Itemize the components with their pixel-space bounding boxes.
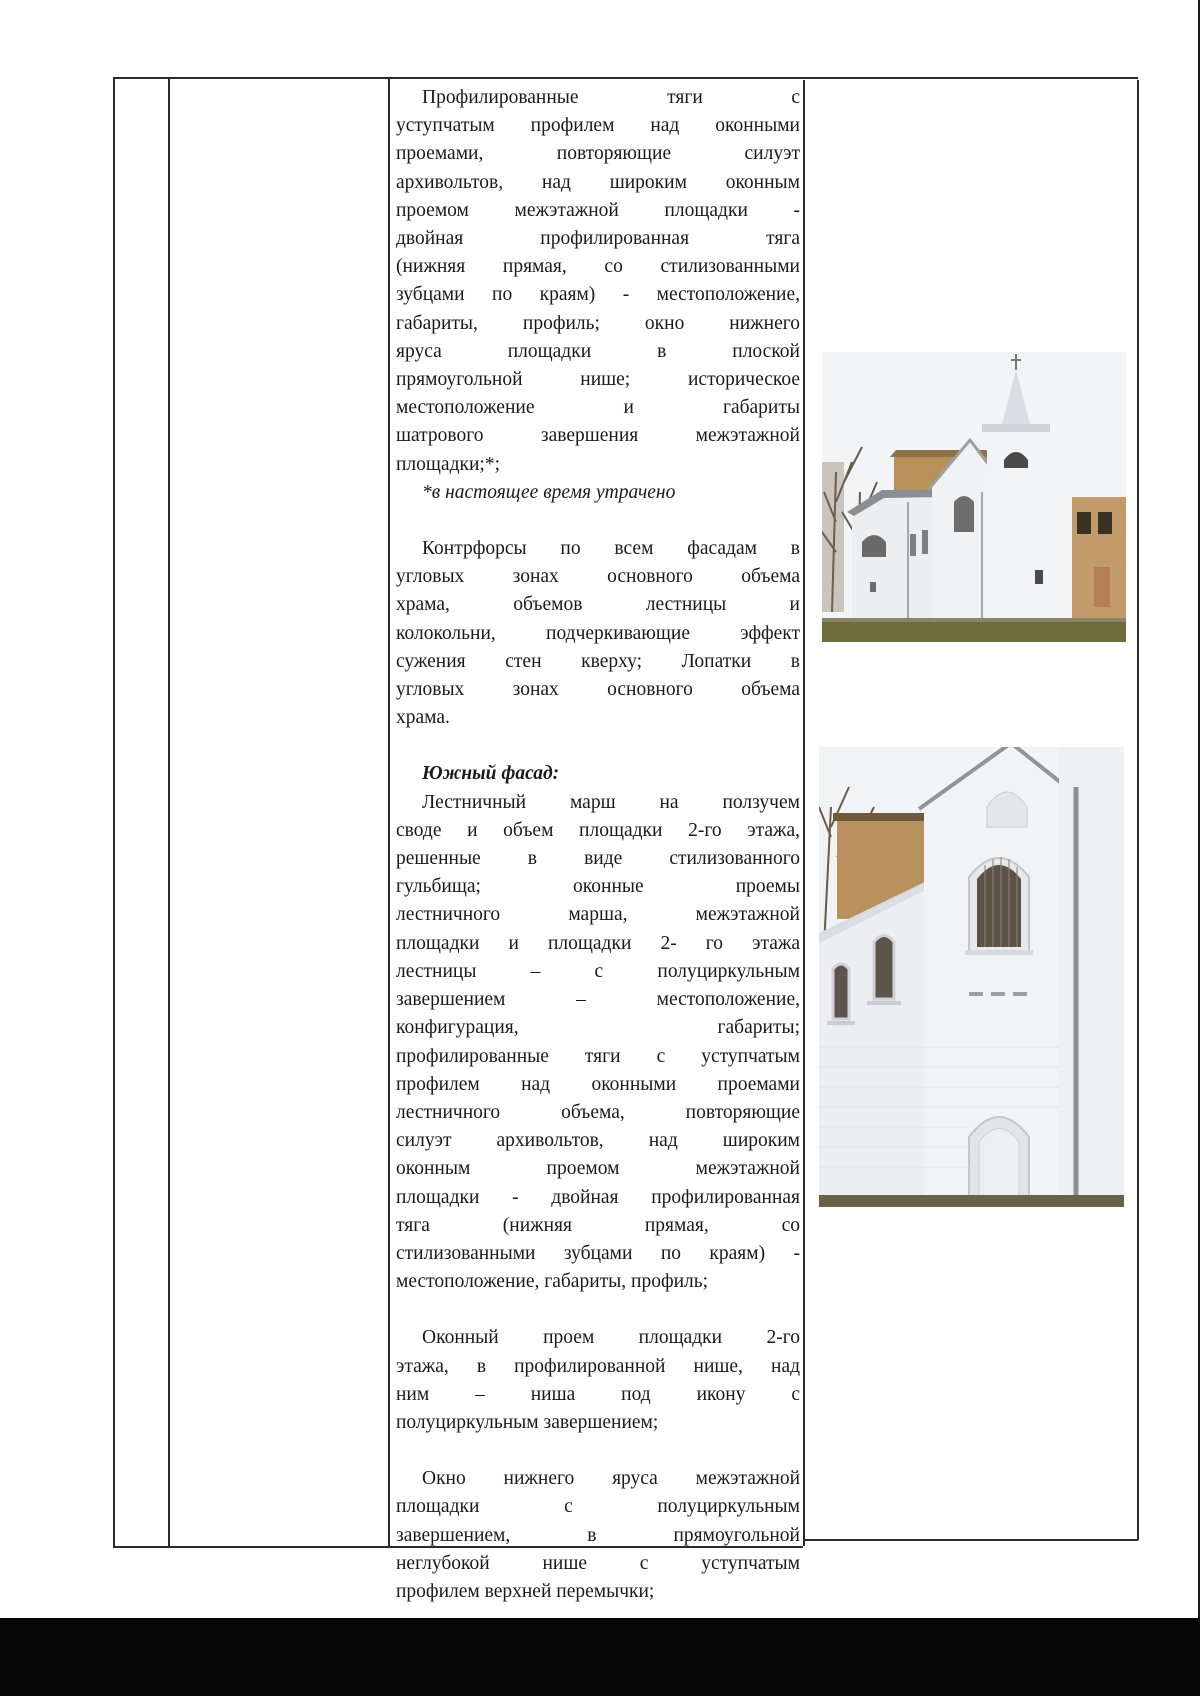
table-left-border [113, 77, 115, 1547]
table-column-divider-2 [388, 77, 390, 1547]
paragraph-south-facade [396, 789, 800, 1297]
text-line: архивольтов, над широким оконным [396, 171, 800, 193]
photo-south-facade [819, 747, 1124, 1207]
text-line: профилированные тяги с уступчатым [396, 1045, 800, 1067]
text-line: профилем над оконными проемами [396, 1073, 800, 1095]
text-line: лестничного марша, межэтажной [396, 904, 800, 926]
text-line: площадки с полуциркульным [396, 1496, 800, 1518]
text-line: проемами, повторяющие силуэт [396, 143, 800, 165]
paragraph-buttresses [396, 535, 800, 732]
photo-church-bell-tower [822, 352, 1126, 642]
text-line: Окно нижнего яруса межэтажной [422, 1468, 800, 1490]
text-line: полуциркульным завершением; [396, 1411, 659, 1433]
text-line: гульбища; оконные проемы [396, 876, 800, 898]
text-line: площадки - двойная профилированная [396, 1186, 800, 1208]
text-line: оконным проемом межэтажной [396, 1158, 800, 1180]
text-line: силуэт архивольтов, над широким [396, 1130, 800, 1152]
text-line: зубцами по краям) - местоположение, [396, 284, 800, 306]
text-line: лестничного объема, повторяющие [396, 1101, 800, 1123]
text-line: этажа, в профилированной нише, над [396, 1355, 800, 1377]
text-line: (нижняя прямая, со стилизованными [396, 256, 800, 278]
text-line: завершением – местоположение, [396, 989, 800, 1011]
text-line: Контрфорсы по всем фасадам в [422, 538, 800, 560]
table-right-border [1137, 80, 1139, 1540]
text-line: Профилированные тяги с [422, 87, 800, 108]
south-facade-image [819, 747, 1124, 1207]
table-bottom-border-right [803, 1539, 1138, 1541]
text-line: ним – ниша под икону с [396, 1383, 800, 1405]
text-line: шатрового завершения межэтажной [396, 425, 800, 447]
paragraph-cornices [396, 84, 800, 479]
text-line: площадки;*; [396, 453, 501, 475]
text-line: неглубокой нише с уступчатым [396, 1552, 800, 1574]
scan-bottom-border [0, 1618, 1200, 1696]
table-column-divider-3 [803, 80, 805, 1546]
text-line: площадки и площадки 2- го этажа [396, 932, 800, 954]
text-line: решенные в виде стилизованного [396, 848, 800, 870]
text-line: яруса площадки в плоской [396, 340, 800, 362]
description-column [396, 84, 800, 1606]
text-line: храма, объемов лестницы и [396, 594, 800, 616]
text-line: лестницы – с полуциркульным [396, 960, 800, 982]
text-line: завершением, в прямоугольной [396, 1524, 800, 1546]
text-line: сужения стен кверху; Лопатки в [396, 650, 800, 672]
text-line: колокольни, подчеркивающие эффект [396, 622, 800, 644]
text-line: профилем верхней перемычки; [396, 1580, 655, 1602]
table-top-border [113, 77, 1138, 79]
text-line: Оконный проем площадки 2-го [422, 1327, 800, 1349]
text-line: стилизованными зубцами по краям) - [396, 1242, 800, 1264]
paragraph-window-second-floor [396, 1324, 800, 1437]
text-line: местоположение, габариты, профиль; [396, 1271, 709, 1293]
text-line: тяга (нижняя прямая, со [396, 1214, 800, 1236]
text-line: уступчатым профилем над оконными [396, 115, 800, 137]
south-facade-heading: Южный фасад: [422, 763, 560, 785]
text-line: двойная профилированная тяга [396, 228, 800, 250]
text-line: габариты, профиль; окно нижнего [396, 312, 800, 334]
text-line: угловых зонах основного объема [396, 679, 800, 701]
text-line: своде и объем площадки 2-го этажа, [396, 819, 800, 841]
table-column-divider-1 [168, 77, 170, 1547]
text-line: проемом межэтажной площадки - [396, 199, 800, 221]
footnote: *в настоящее время утрачено [422, 481, 676, 503]
text-line: угловых зонах основного объема [396, 566, 800, 588]
text-line: Лестничный марш на ползучем [422, 791, 800, 813]
text-line: прямоугольной нише; историческое [396, 369, 800, 391]
church-bell-tower-image [822, 352, 1126, 642]
text-line: местоположение и габариты [396, 397, 800, 419]
paragraph-window-lower-tier [396, 1465, 800, 1606]
text-line: конфигурация, габариты; [396, 1017, 800, 1039]
text-line: храма. [396, 707, 450, 729]
